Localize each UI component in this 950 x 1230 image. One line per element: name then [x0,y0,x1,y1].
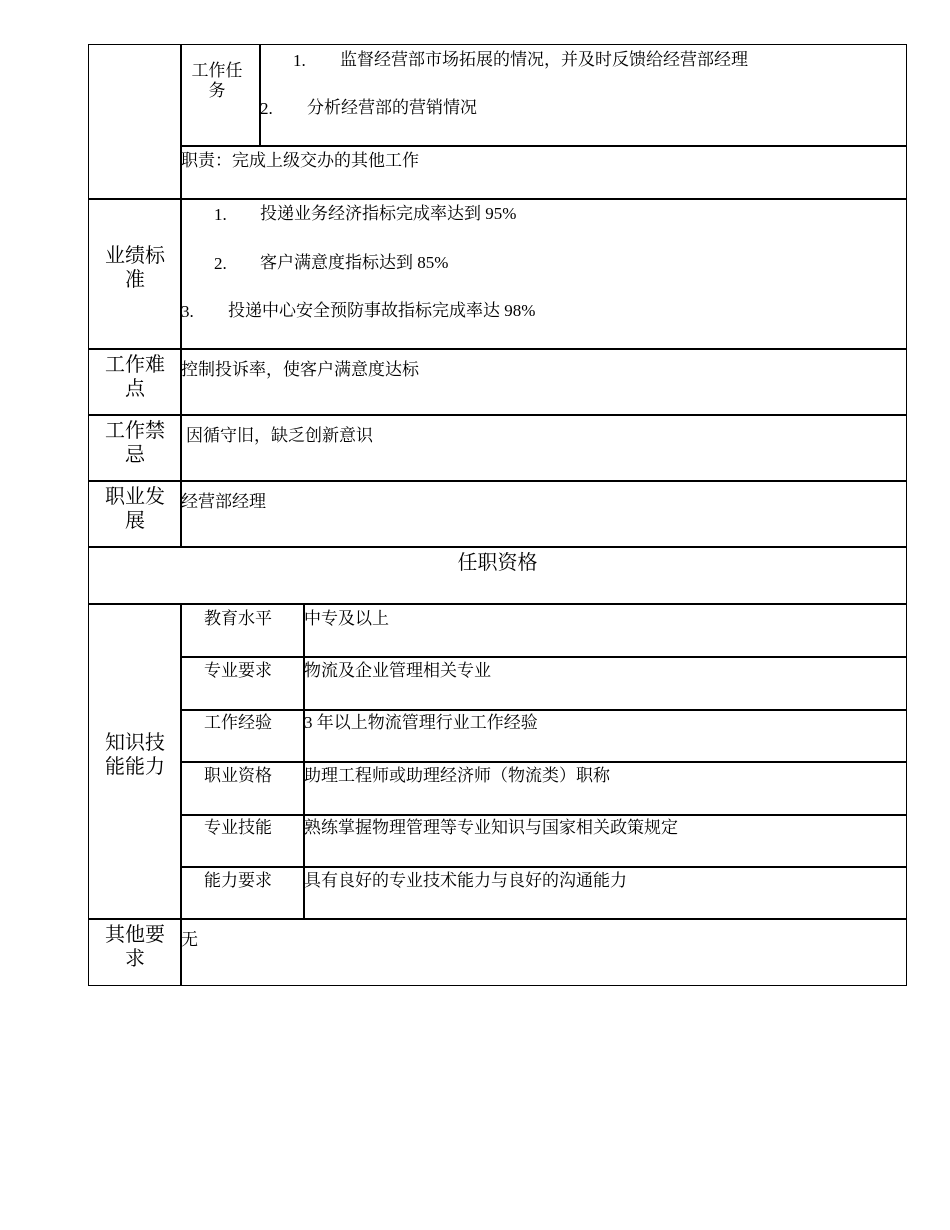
difficulty-content-cell [180,348,907,416]
performance-item-1-number: 1. [214,205,227,224]
education-value: 中专及以上 [304,609,389,628]
ability-label: 能力要求 [204,871,272,890]
other-text: 无 [181,930,198,949]
responsibility-text: 职责：完成上级交办的其他工作 [181,151,419,170]
career-label: 职业发展 [105,486,165,532]
certification-value: 助理工程师或助理经济师（物流类）职称 [304,766,610,785]
performance-item-2-number: 2. [214,254,227,273]
taboo-content-cell [180,414,907,482]
experience-value: 3 年以上物流管理行业工作经验 [304,713,538,732]
ability-value: 具有良好的专业技术能力与良好的沟通能力 [304,871,627,890]
difficulty-label: 工作难点 [105,354,165,400]
performance-item-3-text: 投递中心安全预防事故指标完成率达 98% [228,301,536,320]
task-2-number: 2. [260,99,273,118]
task-1-text: 监督经营部市场拓展的情况，并及时反馈给经营部经理 [340,50,748,69]
certification-label: 职业资格 [204,766,272,785]
major-label: 专业要求 [204,661,272,680]
performance-item-2-text: 客户满意度指标达到 85% [260,253,449,272]
task-label: 工作任务 [191,61,243,101]
performance-item-1-text: 投递业务经济指标完成率达到 95% [260,204,517,223]
other-content-cell [180,918,907,986]
task-2-text: 分析经营部的营销情况 [307,98,477,117]
task-1-number: 1. [293,51,306,70]
other-label: 其他要求 [105,924,165,970]
difficulty-text: 控制投诉率，使客户满意度达标 [181,360,419,379]
experience-label: 工作经验 [204,713,272,732]
knowledge-value-cell-1 [303,603,907,658]
taboo-label: 工作禁忌 [105,420,165,466]
performance-item-3-number: 3. [181,302,194,321]
skills-label: 专业技能 [204,818,272,837]
taboo-text: 因循守旧，缺乏创新意识 [186,426,373,445]
performance-label: 业绩标准 [105,245,165,291]
education-label: 教育水平 [204,609,272,628]
career-text: 经营部经理 [181,492,266,511]
qualification-header: 任职资格 [457,552,538,574]
skills-value: 熟练掌握物理管理等专业知识与国家相关政策规定 [304,818,678,837]
duties-row-label-cell [88,44,182,200]
major-value: 物流及企业管理相关专业 [304,661,491,680]
career-content-cell [180,480,907,548]
knowledge-label: 知识技能能力 [105,732,165,778]
